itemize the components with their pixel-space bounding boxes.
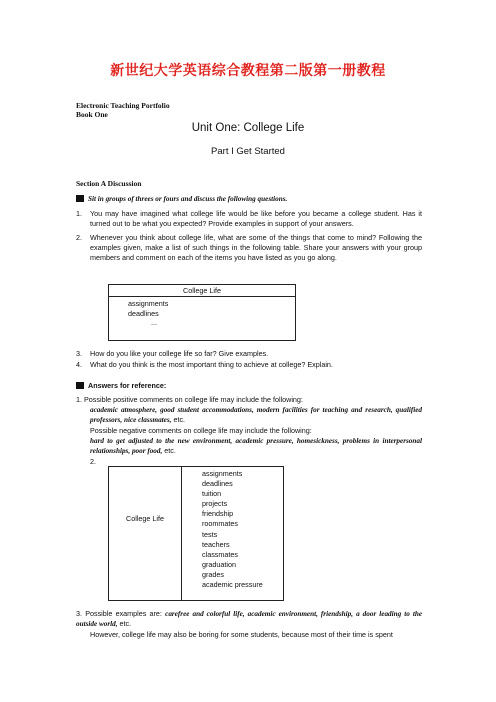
answer-3-lead: 3. Possible examples are: xyxy=(76,609,166,618)
etc-text: etc. xyxy=(117,619,132,629)
question-item xyxy=(76,209,422,229)
question-text: How do you like your college life so far? Give examples. xyxy=(90,349,269,358)
table-header: College Life xyxy=(109,285,295,297)
question-item xyxy=(76,360,422,370)
table-row: assignments xyxy=(128,299,169,308)
table-label-cell xyxy=(109,467,182,600)
instruction-text: Sit in groups of threes or fours and discuss the following questions. xyxy=(88,195,288,203)
answer-2-number: 2. xyxy=(90,457,96,466)
question-number: 1. xyxy=(76,209,82,218)
table-row: friendship xyxy=(202,509,234,519)
table-row: grades xyxy=(202,569,224,579)
table-row: graduation xyxy=(202,559,236,569)
question-text: What do you think is the most important thing to achieve at college? Explain. xyxy=(90,360,333,369)
table-row: projects xyxy=(202,499,228,509)
table-row: academic pressure xyxy=(202,580,263,590)
answer-1-positive xyxy=(90,405,422,425)
college-life-answer-table xyxy=(108,466,284,601)
table-row: assignments xyxy=(202,469,243,478)
question-item xyxy=(76,233,422,264)
table-row: tests xyxy=(202,529,218,539)
instruction xyxy=(76,194,287,204)
book-label: Book One xyxy=(76,110,108,119)
college-life-table xyxy=(108,284,296,341)
etc-text: etc. xyxy=(162,446,176,456)
square-bullet-icon xyxy=(76,195,84,202)
portfolio-label: Electronic Teaching Portfolio xyxy=(76,101,170,110)
table-row: teachers xyxy=(202,539,230,549)
question-number: 4. xyxy=(76,360,82,369)
answer-1-negative xyxy=(90,436,422,456)
answer-1-negative-intro: Possible negative comments on college life may include the following: xyxy=(90,426,312,435)
table-row: roommates xyxy=(202,519,238,529)
table-label: College Life xyxy=(126,514,164,523)
part-title: Part I Get Started xyxy=(211,146,285,157)
positive-list: academic atmosphere, good student accommodations, modern facilities for teaching and research, qualified professors, nice classmates, xyxy=(90,406,422,425)
unit-title: Unit One: College Life xyxy=(191,122,305,134)
table-row: classmates xyxy=(202,549,238,559)
document-title: 新世纪大学英语综合教程第二版第一册教程 xyxy=(110,63,386,79)
answers-heading-text: Answers for reference: xyxy=(88,381,167,390)
table-row: tuition xyxy=(202,489,222,499)
answers-heading xyxy=(76,381,166,391)
etc-text: etc. xyxy=(171,415,186,425)
question-number: 2. xyxy=(76,233,82,242)
answer-3-continued: However, college life may also be boring for some students, because most of their time is spent xyxy=(90,630,393,639)
question-number: 3. xyxy=(76,349,82,358)
table-items xyxy=(202,469,263,590)
answer-3-examples: carefree and colorful life, academic environment, friendship, a door leading to the outside world, xyxy=(76,610,423,629)
section-heading: Section A Discussion xyxy=(76,179,142,188)
question-text: Whenever you think about college life, what are some of the things that come to mind? Following the examples given, make a list of such things in the following table. Share your answers with your group members and comment on each of the items you have listed as you go along. xyxy=(90,233,422,263)
table-row: deadlines xyxy=(202,479,233,489)
table-row: ... xyxy=(151,318,157,327)
answer-1-intro: 1. Possible positive comments on college life may include the following: xyxy=(76,395,303,404)
table-row: deadlines xyxy=(128,309,159,318)
square-bullet-icon xyxy=(76,382,84,389)
negative-list: hard to get adjusted to the new environment, academic pressure, homesickness, problems in interpersonal relationships, poor food, xyxy=(90,437,422,456)
answer-3 xyxy=(76,609,422,629)
question-text: You may have imagined what college life would be like before you became a college student. Has it turned out to be what you expected? Provide examples in support of your answers. xyxy=(90,209,422,229)
question-item xyxy=(76,349,422,359)
